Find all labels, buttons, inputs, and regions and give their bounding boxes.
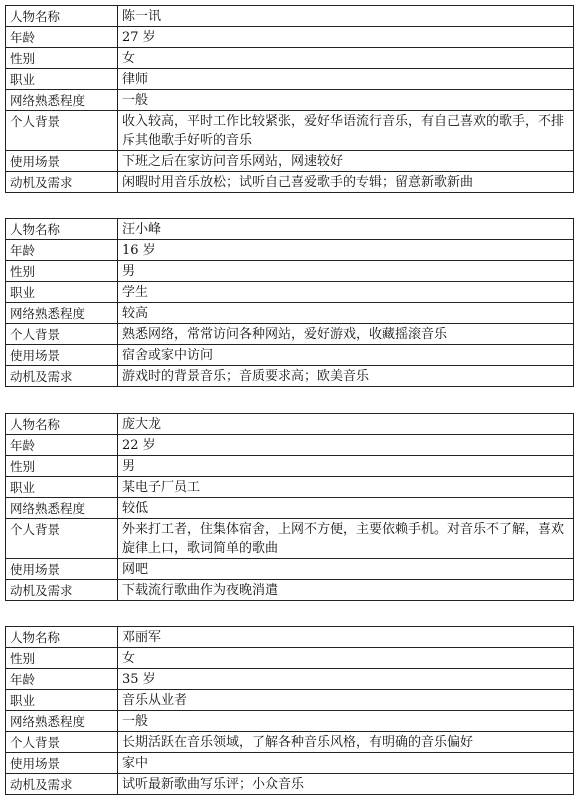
row-value: 游戏时的背景音乐；音质要求高；欧美音乐: [118, 366, 574, 387]
row-value: 学生: [118, 282, 574, 303]
table-row: [6, 151, 574, 172]
row-value: 35 岁: [118, 669, 574, 690]
table-row: [6, 111, 574, 151]
table-row: [6, 48, 574, 69]
table-row: [6, 303, 574, 324]
row-value: 网吧: [118, 559, 574, 580]
row-value: 熟悉网络，常常访问各种网站，爱好游戏，收藏摇滚音乐: [118, 324, 574, 345]
row-label: 动机及需求: [6, 774, 118, 795]
table-row: [6, 753, 574, 774]
row-value: 下载流行歌曲作为夜晚消遣: [118, 580, 574, 601]
row-value: 女: [118, 648, 574, 669]
row-label: 网络熟悉程度: [6, 498, 118, 519]
row-label: 性别: [6, 48, 118, 69]
table-row: [6, 261, 574, 282]
row-label: 年龄: [6, 27, 118, 48]
table-row: [6, 172, 574, 193]
row-value: 男: [118, 261, 574, 282]
table-row: [6, 477, 574, 498]
table-row: [6, 324, 574, 345]
table-row: [6, 519, 574, 559]
row-label: 个人背景: [6, 111, 118, 151]
table-row: [6, 559, 574, 580]
row-value: 邓丽军: [118, 627, 574, 648]
row-label: 人物名称: [6, 219, 118, 240]
table-row: [6, 366, 574, 387]
row-label: 动机及需求: [6, 366, 118, 387]
row-label: 使用场景: [6, 559, 118, 580]
row-value: 收入较高，平时工作比较紧张，爱好华语流行音乐，有自己喜欢的歌手，不排斥其他歌手好听的音乐: [118, 111, 574, 151]
row-label: 网络熟悉程度: [6, 303, 118, 324]
row-value: 某电子厂员工: [118, 477, 574, 498]
table-row: [6, 669, 574, 690]
row-value: 汪小峰: [118, 219, 574, 240]
table-row: [6, 6, 574, 27]
row-value: 律师: [118, 69, 574, 90]
row-label: 个人背景: [6, 732, 118, 753]
row-label: 人物名称: [6, 414, 118, 435]
table-row: [6, 456, 574, 477]
row-value: 宿舍或家中访问: [118, 345, 574, 366]
row-label: 使用场景: [6, 753, 118, 774]
row-label: 性别: [6, 648, 118, 669]
row-value: 长期活跃在音乐领域，了解各种音乐风格，有明确的音乐偏好: [118, 732, 574, 753]
row-label: 性别: [6, 261, 118, 282]
row-label: 性别: [6, 456, 118, 477]
row-value: 22 岁: [118, 435, 574, 456]
row-label: 年龄: [6, 240, 118, 261]
row-label: 年龄: [6, 669, 118, 690]
persona-table-3: [5, 413, 574, 601]
table-row: [6, 414, 574, 435]
row-label: 使用场景: [6, 345, 118, 366]
table-row: [6, 774, 574, 795]
row-label: 职业: [6, 690, 118, 711]
row-value: 27 岁: [118, 27, 574, 48]
table-row: [6, 498, 574, 519]
table-row: [6, 627, 574, 648]
row-value: 女: [118, 48, 574, 69]
row-label: 职业: [6, 477, 118, 498]
persona-table-4: [5, 626, 574, 795]
table-row: [6, 27, 574, 48]
table-row: [6, 345, 574, 366]
row-label: 个人背景: [6, 324, 118, 345]
row-value: 一般: [118, 90, 574, 111]
row-label: 职业: [6, 282, 118, 303]
row-label: 网络熟悉程度: [6, 711, 118, 732]
row-value: 男: [118, 456, 574, 477]
row-value: 下班之后在家访问音乐网站，网速较好: [118, 151, 574, 172]
row-value: 较低: [118, 498, 574, 519]
table-row: [6, 732, 574, 753]
row-value: 一般: [118, 711, 574, 732]
row-value: 试听最新歌曲写乐评；小众音乐: [118, 774, 574, 795]
row-value: 庞大龙: [118, 414, 574, 435]
row-value: 外来打工者，住集体宿舍，上网不方便，主要依赖手机。对音乐不了解，喜欢旋律上口，歌词简单的歌曲: [118, 519, 574, 559]
row-value: 陈一讯: [118, 6, 574, 27]
row-label: 动机及需求: [6, 172, 118, 193]
persona-table-1: [5, 5, 574, 193]
table-row: [6, 690, 574, 711]
row-label: 网络熟悉程度: [6, 90, 118, 111]
table-row: [6, 435, 574, 456]
row-label: 人物名称: [6, 627, 118, 648]
table-row: [6, 711, 574, 732]
row-value: 闲暇时用音乐放松；试听自己喜爱歌手的专辑；留意新歌新曲: [118, 172, 574, 193]
row-value: 音乐从业者: [118, 690, 574, 711]
row-value: 家中: [118, 753, 574, 774]
row-value: 16 岁: [118, 240, 574, 261]
table-row: [6, 90, 574, 111]
row-label: 动机及需求: [6, 580, 118, 601]
row-label: 个人背景: [6, 519, 118, 559]
table-row: [6, 219, 574, 240]
table-row: [6, 240, 574, 261]
row-label: 职业: [6, 69, 118, 90]
row-label: 人物名称: [6, 6, 118, 27]
table-row: [6, 69, 574, 90]
row-label: 年龄: [6, 435, 118, 456]
persona-table-2: [5, 218, 574, 387]
row-value: 较高: [118, 303, 574, 324]
table-row: [6, 580, 574, 601]
row-label: 使用场景: [6, 151, 118, 172]
table-row: [6, 648, 574, 669]
table-row: [6, 282, 574, 303]
